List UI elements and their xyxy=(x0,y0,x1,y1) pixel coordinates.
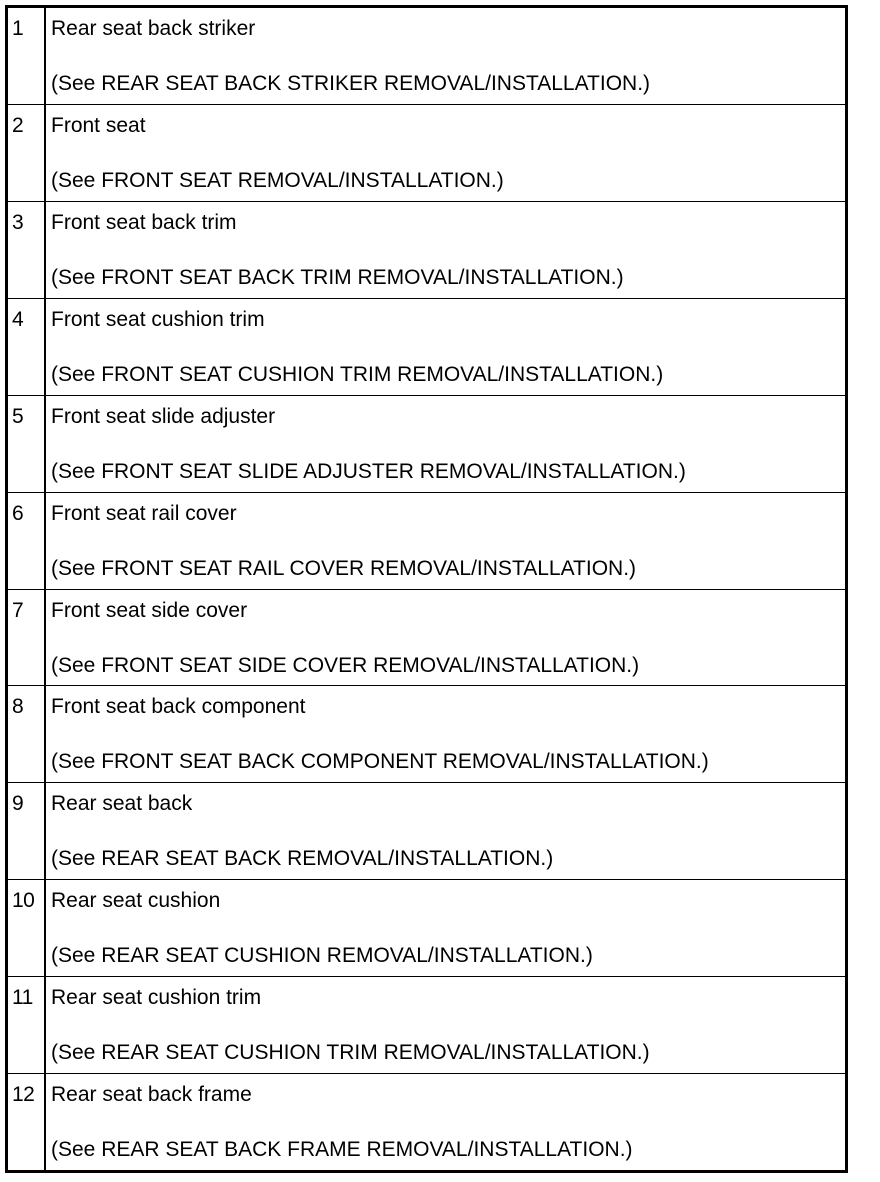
item-description xyxy=(46,1074,845,1170)
table-row xyxy=(8,685,845,782)
procedure-reference: (See REAR SEAT CUSHION REMOVAL/INSTALLATION.) xyxy=(51,944,593,968)
table-row xyxy=(8,1073,845,1170)
item-number: 12 xyxy=(8,1074,46,1170)
part-name: Rear seat cushion trim xyxy=(51,986,262,1010)
procedure-reference: (See FRONT SEAT RAIL COVER REMOVAL/INSTALLATION.) xyxy=(51,556,637,580)
table-row xyxy=(8,782,845,879)
part-name: Front seat rail cover xyxy=(51,501,237,525)
table-row xyxy=(8,589,845,686)
item-number: 1 xyxy=(8,8,46,104)
item-number: 8 xyxy=(8,686,46,782)
procedure-reference: (See FRONT SEAT REMOVAL/INSTALLATION.) xyxy=(51,168,504,192)
part-name: Front seat back component xyxy=(51,695,306,719)
item-description xyxy=(46,396,845,492)
procedure-reference: (See FRONT SEAT BACK COMPONENT REMOVAL/INSTALLATION.) xyxy=(51,750,709,774)
part-name: Rear seat back xyxy=(51,792,193,816)
part-name: Front seat slide adjuster xyxy=(51,404,276,428)
item-number: 2 xyxy=(8,105,46,201)
procedure-reference: (See REAR SEAT BACK REMOVAL/INSTALLATION.) xyxy=(51,847,554,871)
part-name: Rear seat cushion xyxy=(51,889,221,913)
procedure-reference: (See REAR SEAT BACK FRAME REMOVAL/INSTALLATION.) xyxy=(51,1138,633,1162)
parts-table xyxy=(5,5,848,1173)
item-number: 3 xyxy=(8,202,46,298)
procedure-reference: (See FRONT SEAT CUSHION TRIM REMOVAL/INSTALLATION.) xyxy=(51,362,664,386)
procedure-reference: (See FRONT SEAT SLIDE ADJUSTER REMOVAL/INSTALLATION.) xyxy=(51,459,686,483)
item-number: 11 xyxy=(8,977,46,1073)
item-description xyxy=(46,202,845,298)
part-name: Front seat back trim xyxy=(51,210,237,234)
procedure-reference: (See REAR SEAT CUSHION TRIM REMOVAL/INSTALLATION.) xyxy=(51,1041,650,1065)
part-name: Front seat cushion trim xyxy=(51,307,265,331)
procedure-reference: (See FRONT SEAT BACK TRIM REMOVAL/INSTALLATION.) xyxy=(51,265,624,289)
item-description xyxy=(46,590,845,686)
item-number: 7 xyxy=(8,590,46,686)
part-name: Front seat side cover xyxy=(51,598,248,622)
item-number: 6 xyxy=(8,493,46,589)
table-row xyxy=(8,104,845,201)
table-row xyxy=(8,492,845,589)
item-number: 5 xyxy=(8,396,46,492)
item-description xyxy=(46,783,845,879)
procedure-reference: (See FRONT SEAT SIDE COVER REMOVAL/INSTALLATION.) xyxy=(51,653,640,677)
table-row xyxy=(8,879,845,976)
item-description xyxy=(46,299,845,395)
table-row xyxy=(8,201,845,298)
part-name: Rear seat back frame xyxy=(51,1083,252,1107)
item-description xyxy=(46,8,845,104)
table-row xyxy=(8,976,845,1073)
item-number: 4 xyxy=(8,299,46,395)
procedure-reference: (See REAR SEAT BACK STRIKER REMOVAL/INSTALLATION.) xyxy=(51,72,651,95)
item-description xyxy=(46,105,845,201)
item-description xyxy=(46,493,845,589)
item-description xyxy=(46,686,845,782)
table-row xyxy=(8,298,845,395)
part-name: Front seat xyxy=(51,113,146,137)
item-number: 9 xyxy=(8,783,46,879)
table-row xyxy=(8,8,845,104)
item-number: 10 xyxy=(8,880,46,976)
part-name: Rear seat back striker xyxy=(51,17,256,40)
table-row xyxy=(8,395,845,492)
item-description xyxy=(46,880,845,976)
item-description xyxy=(46,977,845,1073)
